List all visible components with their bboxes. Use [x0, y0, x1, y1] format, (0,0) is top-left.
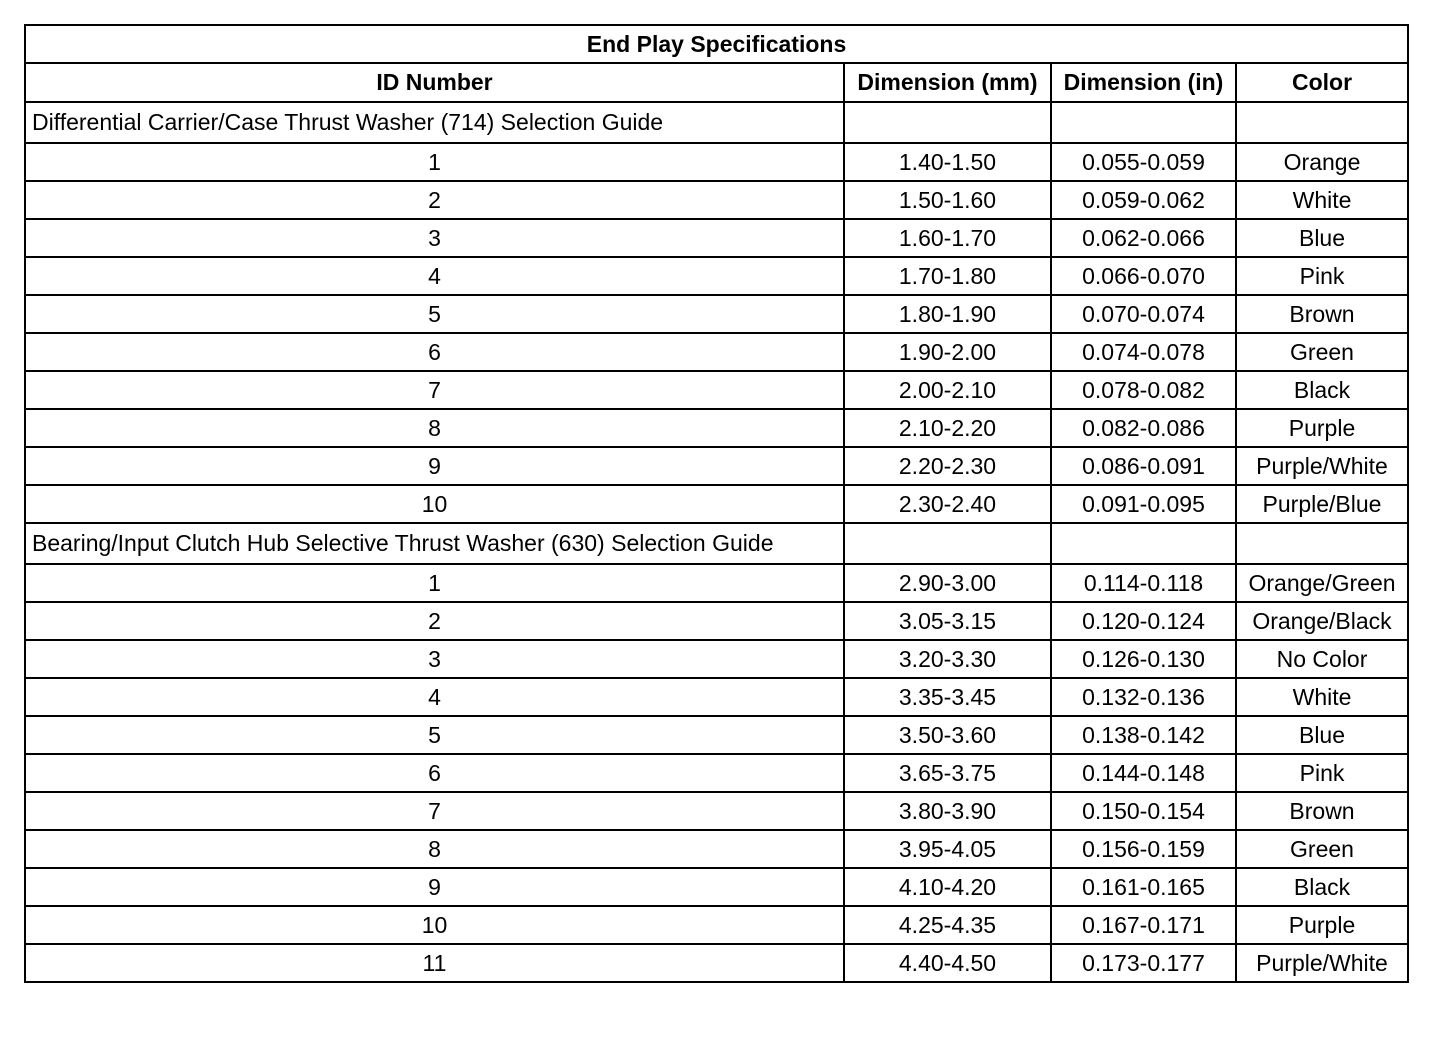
dimension-mm-cell: 3.05-3.15	[844, 602, 1051, 640]
id-number-cell: 8	[25, 830, 844, 868]
section-label: Differential Carrier/Case Thrust Washer (714) Selection Guide	[25, 102, 844, 143]
table-row	[25, 792, 1408, 830]
id-number-cell: 9	[25, 868, 844, 906]
table-row	[25, 830, 1408, 868]
dimension-mm-cell: 1.80-1.90	[844, 295, 1051, 333]
dimension-mm-cell: 2.30-2.40	[844, 485, 1051, 523]
id-number-cell: 10	[25, 485, 844, 523]
color-cell: Pink	[1236, 754, 1408, 792]
dimension-mm-cell: 2.10-2.20	[844, 409, 1051, 447]
dimension-in-cell: 0.156-0.159	[1051, 830, 1236, 868]
end-play-specifications-table	[24, 24, 1409, 983]
section-empty-cell	[1236, 102, 1408, 143]
dimension-mm-cell: 2.00-2.10	[844, 371, 1051, 409]
dimension-mm-cell: 4.10-4.20	[844, 868, 1051, 906]
id-number-cell: 2	[25, 181, 844, 219]
dimension-in-cell: 0.126-0.130	[1051, 640, 1236, 678]
section-row	[25, 102, 1408, 143]
color-cell: Green	[1236, 333, 1408, 371]
dimension-mm-cell: 1.70-1.80	[844, 257, 1051, 295]
color-cell: Purple/Blue	[1236, 485, 1408, 523]
color-cell: Brown	[1236, 295, 1408, 333]
dimension-in-cell: 0.161-0.165	[1051, 868, 1236, 906]
color-cell: Purple/White	[1236, 944, 1408, 982]
color-cell: Pink	[1236, 257, 1408, 295]
dimension-in-cell: 0.082-0.086	[1051, 409, 1236, 447]
dimension-in-cell: 0.078-0.082	[1051, 371, 1236, 409]
table-row	[25, 485, 1408, 523]
dimension-in-cell: 0.167-0.171	[1051, 906, 1236, 944]
dimension-mm-cell: 1.60-1.70	[844, 219, 1051, 257]
dimension-in-cell: 0.144-0.148	[1051, 754, 1236, 792]
dimension-in-cell: 0.132-0.136	[1051, 678, 1236, 716]
color-cell: Blue	[1236, 716, 1408, 754]
color-cell: White	[1236, 678, 1408, 716]
table-row	[25, 754, 1408, 792]
dimension-in-cell: 0.091-0.095	[1051, 485, 1236, 523]
dimension-mm-cell: 3.95-4.05	[844, 830, 1051, 868]
dimension-in-cell: 0.070-0.074	[1051, 295, 1236, 333]
table-row	[25, 678, 1408, 716]
id-number-cell: 3	[25, 219, 844, 257]
id-number-cell: 3	[25, 640, 844, 678]
id-number-cell: 7	[25, 792, 844, 830]
color-cell: Purple	[1236, 409, 1408, 447]
color-cell: Orange/Green	[1236, 564, 1408, 602]
table-row	[25, 602, 1408, 640]
table-row	[25, 333, 1408, 371]
dimension-in-cell: 0.074-0.078	[1051, 333, 1236, 371]
dimension-in-cell: 0.055-0.059	[1051, 143, 1236, 181]
table-row	[25, 409, 1408, 447]
color-cell: Green	[1236, 830, 1408, 868]
id-number-cell: 8	[25, 409, 844, 447]
color-cell: Black	[1236, 371, 1408, 409]
dimension-mm-cell: 2.20-2.30	[844, 447, 1051, 485]
table-row	[25, 944, 1408, 982]
id-number-cell: 10	[25, 906, 844, 944]
id-number-cell: 4	[25, 678, 844, 716]
dimension-in-cell: 0.086-0.091	[1051, 447, 1236, 485]
dimension-mm-cell: 3.50-3.60	[844, 716, 1051, 754]
section-empty-cell	[1236, 523, 1408, 564]
dimension-in-cell: 0.114-0.118	[1051, 564, 1236, 602]
id-number-cell: 1	[25, 143, 844, 181]
dimension-mm-cell: 3.80-3.90	[844, 792, 1051, 830]
table-row	[25, 564, 1408, 602]
dimension-in-cell: 0.150-0.154	[1051, 792, 1236, 830]
dimension-mm-cell: 4.40-4.50	[844, 944, 1051, 982]
color-cell: Black	[1236, 868, 1408, 906]
table-row	[25, 295, 1408, 333]
color-cell: No Color	[1236, 640, 1408, 678]
table-row	[25, 868, 1408, 906]
color-cell: Blue	[1236, 219, 1408, 257]
id-number-cell: 11	[25, 944, 844, 982]
header-dimension-mm: Dimension (mm)	[844, 63, 1051, 102]
dimension-in-cell: 0.120-0.124	[1051, 602, 1236, 640]
dimension-mm-cell: 1.40-1.50	[844, 143, 1051, 181]
color-cell: Purple/White	[1236, 447, 1408, 485]
header-id-number: ID Number	[25, 63, 844, 102]
section-label: Bearing/Input Clutch Hub Selective Thrust Washer (630) Selection Guide	[25, 523, 844, 564]
dimension-mm-cell: 3.35-3.45	[844, 678, 1051, 716]
dimension-in-cell: 0.066-0.070	[1051, 257, 1236, 295]
table-row	[25, 219, 1408, 257]
color-cell: Brown	[1236, 792, 1408, 830]
header-dimension-in: Dimension (in)	[1051, 63, 1236, 102]
table-row	[25, 143, 1408, 181]
table-title: End Play Specifications	[25, 25, 1408, 63]
id-number-cell: 6	[25, 333, 844, 371]
dimension-in-cell: 0.138-0.142	[1051, 716, 1236, 754]
dimension-mm-cell: 2.90-3.00	[844, 564, 1051, 602]
id-number-cell: 2	[25, 602, 844, 640]
section-empty-cell	[1051, 102, 1236, 143]
dimension-in-cell: 0.062-0.066	[1051, 219, 1236, 257]
section-empty-cell	[844, 102, 1051, 143]
table-row	[25, 257, 1408, 295]
table-header-row	[25, 63, 1408, 102]
color-cell: Orange/Black	[1236, 602, 1408, 640]
table-row	[25, 640, 1408, 678]
color-cell: White	[1236, 181, 1408, 219]
table-row	[25, 906, 1408, 944]
table-row	[25, 447, 1408, 485]
id-number-cell: 1	[25, 564, 844, 602]
id-number-cell: 6	[25, 754, 844, 792]
table-row	[25, 716, 1408, 754]
id-number-cell: 5	[25, 295, 844, 333]
table-row	[25, 371, 1408, 409]
dimension-in-cell: 0.173-0.177	[1051, 944, 1236, 982]
section-empty-cell	[844, 523, 1051, 564]
table-row	[25, 181, 1408, 219]
id-number-cell: 7	[25, 371, 844, 409]
id-number-cell: 5	[25, 716, 844, 754]
dimension-mm-cell: 1.90-2.00	[844, 333, 1051, 371]
dimension-mm-cell: 4.25-4.35	[844, 906, 1051, 944]
dimension-mm-cell: 1.50-1.60	[844, 181, 1051, 219]
dimension-mm-cell: 3.65-3.75	[844, 754, 1051, 792]
section-empty-cell	[1051, 523, 1236, 564]
section-row	[25, 523, 1408, 564]
color-cell: Purple	[1236, 906, 1408, 944]
dimension-in-cell: 0.059-0.062	[1051, 181, 1236, 219]
dimension-mm-cell: 3.20-3.30	[844, 640, 1051, 678]
table-title-row	[25, 25, 1408, 63]
header-color: Color	[1236, 63, 1408, 102]
id-number-cell: 9	[25, 447, 844, 485]
color-cell: Orange	[1236, 143, 1408, 181]
id-number-cell: 4	[25, 257, 844, 295]
